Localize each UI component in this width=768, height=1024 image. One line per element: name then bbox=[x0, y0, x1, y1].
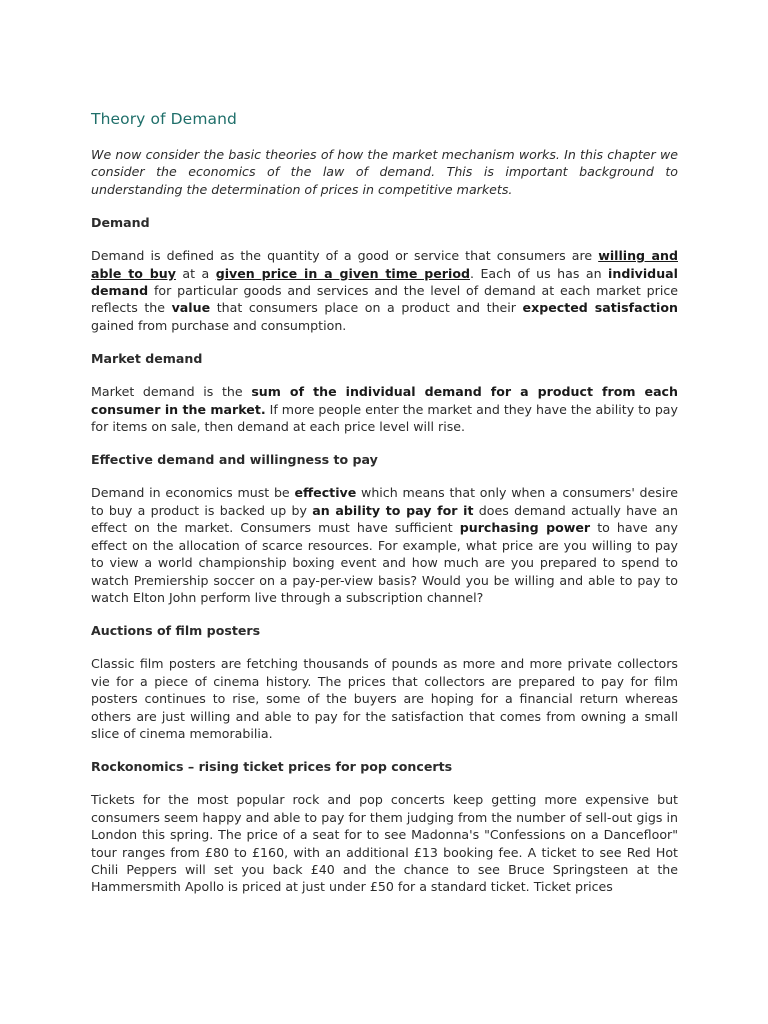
text-run: . Each of us has an bbox=[470, 265, 609, 281]
emphasis-sum-of-demand: sum of the individual demand for a product from each consumer in the market. bbox=[91, 384, 678, 417]
text-run: Demand in economics must be bbox=[91, 485, 295, 501]
paragraph-effective-demand bbox=[91, 484, 678, 606]
page-title: Theory of Demand bbox=[91, 110, 237, 128]
emphasis-effective: effective bbox=[294, 485, 357, 501]
text-run: which means that only when a consumers' desire to buy a product is backed up by bbox=[91, 485, 678, 518]
heading-auctions: Auctions of film posters bbox=[91, 623, 261, 639]
heading-rockonomics: Rockonomics – rising ticket prices for pop concerts bbox=[91, 759, 453, 775]
emphasis-expected-satisfaction: expected satisfaction bbox=[522, 300, 678, 316]
emphasis-willing-and-able: willing and able to buy bbox=[91, 248, 678, 281]
emphasis-given-price: given price in a given time period bbox=[215, 265, 470, 281]
text-run: to have any effect on the allocation of scarce resources. For example, what price are you willing to pay to view a world championship boxing event and how much are you prepared to spend to watch Premiership soccer on a pay-per-view basis? Would you be willing and able to pay to watch Elton John perform live through a subscription channel? bbox=[91, 520, 678, 605]
intro-paragraph: We now consider the basic theories of how the market mechanism works. In this chapter we consider the economics of the law of demand. This is important background to understanding the determination of prices in competitive markets. bbox=[91, 147, 678, 197]
paragraph-auctions: Classic film posters are fetching thousands of pounds as more and more private collectors vie for a piece of cinema history. The prices that collectors are prepared to pay for film posters continues to rise, some of the buyers are hoping for a financial return whereas others are just willing and able to pay for the satisfaction that comes from owning a small slice of cinema memorabilia. bbox=[91, 656, 678, 741]
text-run: for particular goods and services and the level of demand at each market price reflects the bbox=[91, 283, 678, 316]
text-run: at a bbox=[175, 265, 216, 281]
text-run: Market demand is the bbox=[91, 384, 252, 400]
emphasis-ability-to-pay: an ability to pay for it bbox=[312, 502, 474, 518]
paragraph-demand bbox=[91, 247, 678, 334]
text-run: gained from purchase and consumption. bbox=[91, 317, 347, 333]
heading-market-demand: Market demand bbox=[91, 351, 203, 367]
paragraph-market-demand bbox=[91, 383, 678, 435]
emphasis-value: value bbox=[171, 300, 211, 316]
heading-effective-demand: Effective demand and willingness to pay bbox=[91, 452, 378, 468]
emphasis-purchasing-power: purchasing power bbox=[459, 520, 591, 536]
text-run: If more people enter the market and they have the ability to pay for items on sale, then demand at each price level will rise. bbox=[91, 401, 678, 435]
emphasis-individual-demand: individual demand bbox=[91, 265, 678, 299]
text-run: that consumers place on a product and their bbox=[210, 300, 523, 316]
text-run: Demand is defined as the quantity of a good or service that consumers are bbox=[91, 248, 599, 264]
paragraph-rockonomics: Tickets for the most popular rock and pop concerts keep getting more expensive but consumers seem happy and able to pay for them judging from the number of sell-out gigs in London this spring. The price of a seat for to see Madonna's "Confessions on a Dancefloor" tour ranges from £80 to £160, with an additional £13 booking fee. A ticket to see Red Hot Chili Peppers will set you back £40 and the chance to see Bruce Springsteen at the Hammersmith Apollo is priced at just under £50 for a standard ticket. Ticket prices bbox=[91, 792, 678, 895]
heading-demand: Demand bbox=[91, 215, 150, 231]
text-run: does demand actually have an effect on the market. Consumers must have sufficient bbox=[91, 502, 679, 536]
